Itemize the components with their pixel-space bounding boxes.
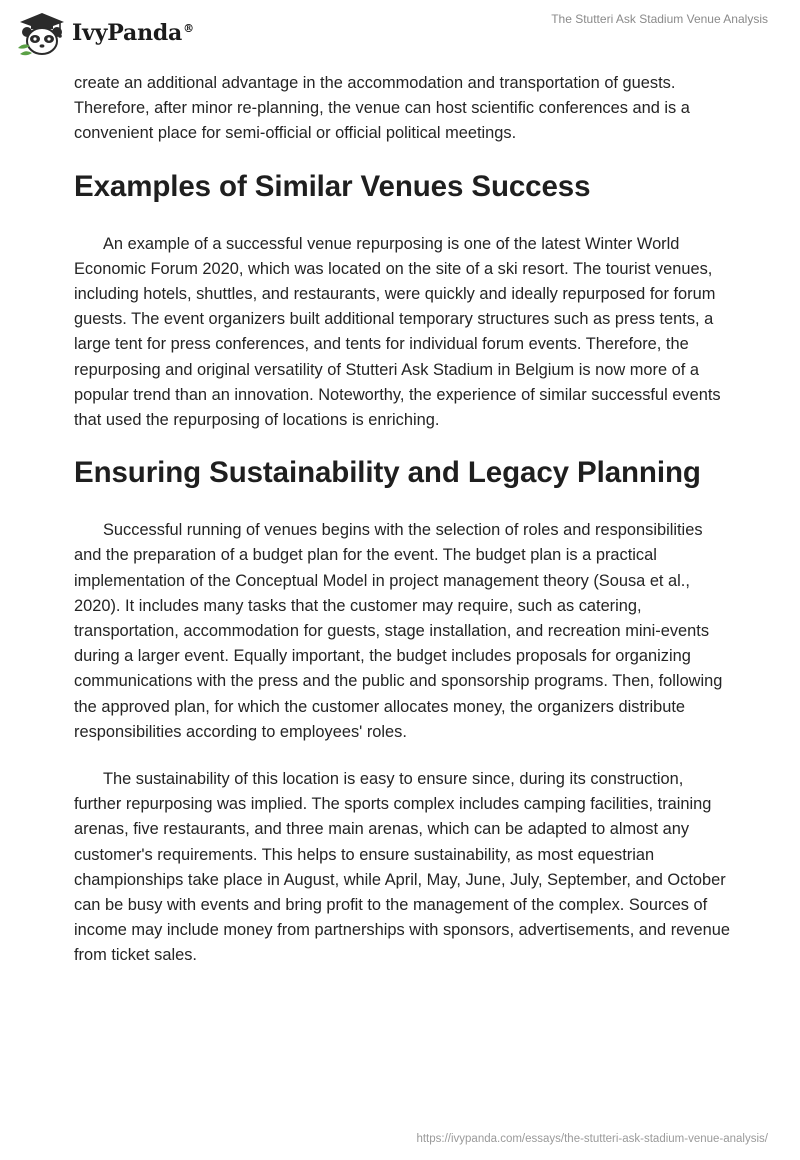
source-url-link[interactable]: https://ivypanda.com/essays/the-stutteri-ask-stadium-venue-analysis/ — [416, 1133, 768, 1145]
registered-mark: ® — [183, 21, 194, 35]
essay-content — [74, 71, 734, 991]
brand-name — [72, 20, 194, 46]
section-heading: Examples of Similar Venues Success — [74, 169, 591, 203]
section-paragraph: An example of a successful venue repurposing is one of the latest Winter World Economic Forum 2020, which was located on the site of a ski resort. The tourist venues, including hotels, shuttles, and restaurants, were quickly and ideally repurposed for forum guests. The event organizers built additional temporary structures such as press tents, a large tent for press conferences, and tents for individual forum events. Therefore, the repurposing and original versatility of Stutteri Ask Stadium in Belgium is now more of a popular trend than an innovation. Noteworthy, the experience of similar successful events that used the repurposing of locations is enriching. — [74, 234, 721, 430]
panda-graduate-icon — [14, 8, 66, 58]
section-paragraph: The sustainability of this location is easy to ensure since, during its construction, further repurposing was implied. The sports complex includes camping facilities, training arenas, five restaurants, and three main arenas, which can be adapted to almost any customer's requirements. This helps to ensure sustainability, as most equestrian championships take place in August, while April, May, June, July, September, and October can be busy with events and bring profit to the management of the complex. Sources of income may include money from partnerships with sponsors, advertisements, and revenue from ticket sales. — [74, 770, 730, 965]
ivypanda-logo[interactable] — [14, 8, 194, 58]
document-title: The Stutteri Ask Stadium Venue Analysis — [551, 12, 768, 26]
section-heading: Ensuring Sustainability and Legacy Planning — [74, 456, 701, 490]
brand-text: IvyPanda — [72, 20, 183, 46]
intro-paragraph: create an additional advantage in the accommodation and transportation of guests. Therefore, after minor re-planning, the venue can host scientific conferences and is a convenient place for semi-official or official political meetings. — [74, 74, 690, 143]
page-header — [0, 0, 800, 64]
section-paragraph: Successful running of venues begins with the selection of roles and responsibilities and the preparation of a budget plan for the event. The budget plan is a practical implementation of the Conceptual Model in project management theory (Sousa et al., 2020). It includes many tasks that the customer may require, such as catering, transportation, accommodation for guests, stage installation, and recreation mini-events during a larger event. Equally important, the budget includes proposals for organizing communications with the press and the public and sponsorship programs. Then, following the approved plan, for which the customer allocates money, the organizers distribute responsibilities according to employees' roles. — [74, 521, 723, 741]
